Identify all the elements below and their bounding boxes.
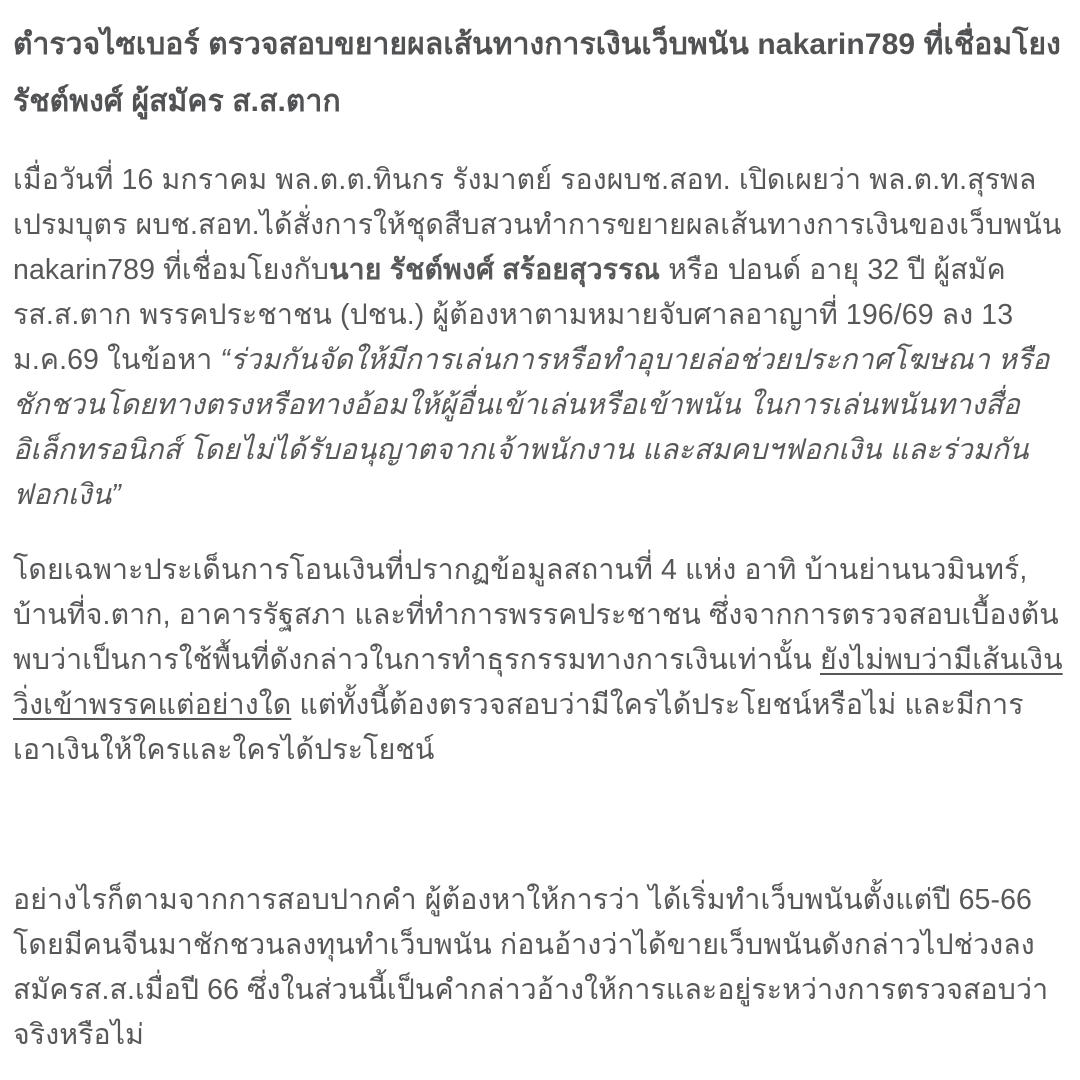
underlined-text-segment: ยังไม่พบว่ามีเส้นเงินวิ่งเข้าพรรคแต่อย่างใด: [13, 644, 1063, 722]
text-segment: แต่ทั้งนี้ต้องตรวจสอบว่ามีใครได้ประโยชน์หรือไม่ และมีการเอาเงินให้ใครและใครได้ประโยชน์: [13, 689, 1024, 767]
text-segment: หรือ ปอนด์ อายุ 32 ปี ผู้สมัครส.ส.ตาก พรรคประชาชน (ปชน.) ผู้ต้องหาตามหมายจับศาลอาญาที่ 196/69 ลง 13 ม.ค.69 ในข้อหา: [13, 254, 1014, 377]
article-title: ตำรวจไซเบอร์ ตรวจสอบขยายผลเส้นทางการเงินเว็บพนัน nakarin789 ที่เชื่อมโยง รัชต์พงศ์ ผู้สมัคร ส.ส.ตาก: [13, 28, 1061, 118]
text-segment: โดยเฉพาะประเด็นการโอนเงินที่ปรากฏข้อมูลสถานที่ 4 แห่ง อาทิ บ้านย่านนวมินทร์, บ้านที่จ.ตาก, อาคารรัฐสภา และที่ทำการพรรคประชาชน ซึ่งจากการตรวจสอบเบื้องต้นพบว่าเป็นการใช้พื้นที่ดังกล่าวในการทำธุรกรรมทางการเงินเท่านั้น: [13, 554, 1059, 677]
article-paragraph: [13, 158, 1066, 518]
text-segment: อย่างไรก็ตามจากการสอบปากคำ ผู้ต้องหาให้การว่า ได้เริ่มทำเว็บพนันตั้งแต่ปี 65-66 โดยมีคนจีนมาชักชวนลงทุนทำเว็บพนัน ก่อนอ้างว่าได้ขายเว็บพนันดังกล่าวไปช่วงลงสมัครส.ส.เมื่อปี 66 ซึ่งในส่วนนี้เป็นคำกล่าวอ้างให้การและอยู่ระหว่างการตรวจสอบว่าจริงหรือไม่: [13, 884, 1049, 1052]
article-paragraph: [13, 878, 1066, 1058]
article-paragraph: [13, 548, 1066, 773]
bold-text-segment: นาย รัชต์พงศ์ สร้อยสุวรรณ: [329, 254, 661, 287]
quoted-charge-text-segment: “ร่วมกันจัดให้มีการเล่นการหรือทำอุบายล่อช่วยประกาศโฆษณา หรือชักชวนโดยทางตรงหรือทางอ้อมให้ผู้อื่นเข้าเล่นหรือเข้าพนัน ในการเล่นพนันทางสื่ออิเล็กทรอนิกส์ โดยไม่ได้รับอนุญาตจากเจ้าพนักงาน และสมคบฯฟอกเงิน และร่วมกันฟอกเงิน”: [13, 344, 1050, 512]
text-segment: เมื่อวันที่ 16 มกราคม พล.ต.ต.ทินกร รังมาตย์ รองผบช.สอท. เปิดเผยว่า พล.ต.ท.สุรพล เปรมบุตร ผบช.สอท.ได้สั่งการให้ชุดสืบสวนทำการขยายผลเส้นทางการเงินของเว็บพนัน nakarin789 ที่เชื่อมโยงกับ: [13, 164, 1062, 287]
paragraph-spacer: [13, 803, 1066, 848]
